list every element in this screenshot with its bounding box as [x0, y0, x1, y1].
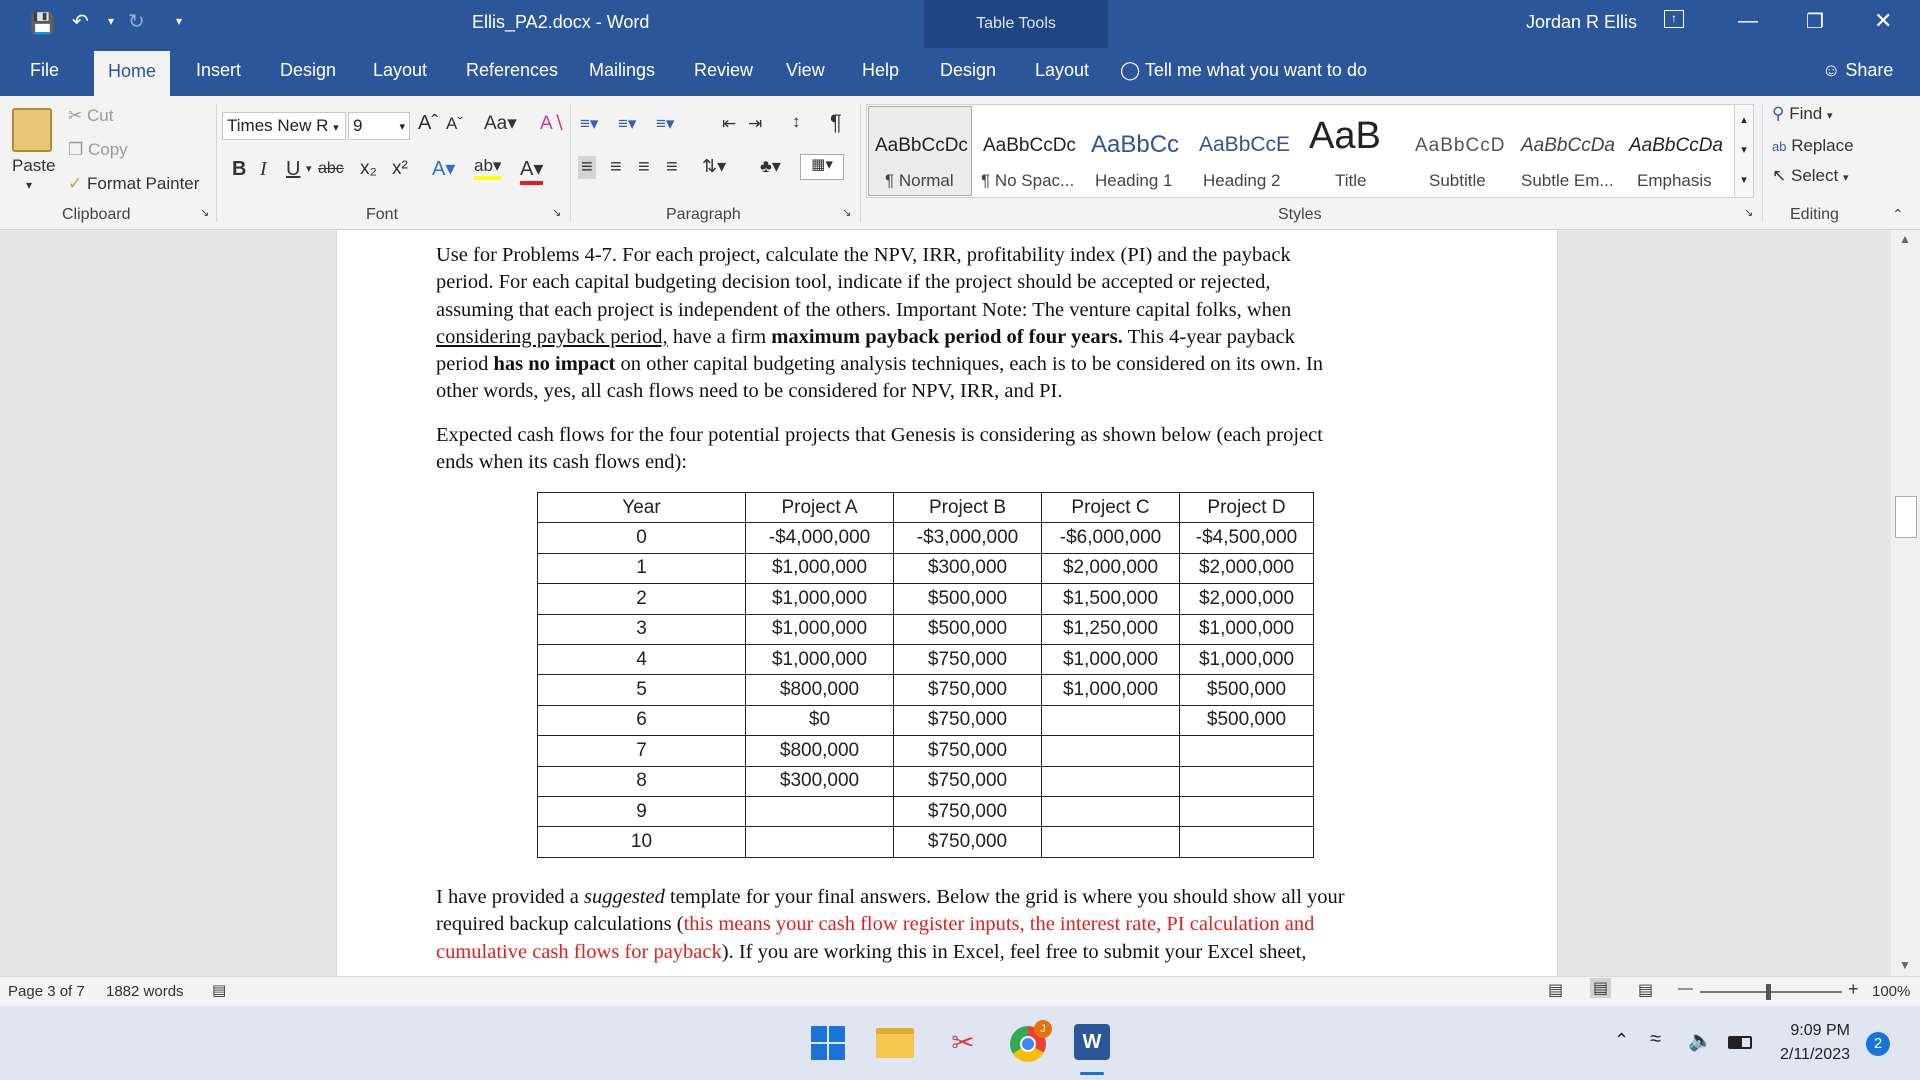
paragraph-expected-cash-flows[interactable]	[436, 422, 1396, 477]
cash-flow-cell[interactable]: $1,000,000	[1180, 614, 1314, 644]
tab-layout[interactable]: Layout	[373, 60, 428, 80]
cash-flow-cell[interactable]	[1042, 736, 1180, 766]
select-label: Select	[1790, 166, 1839, 185]
font-group-label: Font	[366, 206, 399, 223]
separator	[860, 104, 861, 222]
notification-badge[interactable]: 2	[1866, 1032, 1890, 1056]
replace-icon: ab	[1772, 139, 1787, 154]
clock-date[interactable]: 2/11/2023	[1780, 1046, 1850, 1063]
battery-icon[interactable]	[1728, 1036, 1752, 1049]
select-button[interactable]	[1772, 166, 1849, 186]
paragraph-group-label: Paragraph	[666, 206, 741, 223]
chevron-down-icon: ▾	[1842, 172, 1849, 184]
user-name[interactable]: Jordan R Ellis	[1526, 12, 1638, 32]
cash-flow-cell[interactable]: $2,000,000	[1042, 553, 1180, 583]
show-formatting-icon[interactable]: ¶	[830, 110, 842, 135]
align-center-icon[interactable]: ≡	[610, 156, 622, 178]
tab-insert[interactable]: Insert	[196, 60, 242, 80]
share-button[interactable]	[1822, 60, 1893, 81]
paragraph-launcher-icon[interactable]: ↘	[842, 207, 852, 219]
text-line: assuming that each project is independent of the others. Important Note: The venture capital folks, when	[436, 298, 1292, 321]
numbering-icon[interactable]: ≡▾	[618, 114, 637, 133]
font-color-icon[interactable]: A▾	[520, 156, 543, 185]
cash-flow-cell[interactable]	[1180, 736, 1314, 766]
more-styles-icon[interactable]: ▾	[1741, 174, 1747, 186]
text-line: Use for Problems 4-7. For each project, calculate the NPV, IRR, profitability index (PI) and the payback	[436, 244, 1291, 266]
page-count[interactable]: Page 3 of 7	[8, 983, 85, 1000]
underline-dropdown-icon[interactable]: ▾	[306, 163, 312, 175]
read-mode-icon[interactable]: ▤	[1548, 982, 1564, 999]
cash-flow-cell[interactable]: $2,000,000	[1180, 553, 1314, 583]
paragraph-instructions[interactable]	[436, 242, 1396, 406]
font-size-box[interactable]	[348, 112, 410, 140]
styles-group-label: Styles	[1278, 206, 1322, 223]
cash-flow-cell[interactable]: $1,000,000	[746, 584, 894, 614]
table-header-row	[538, 493, 1314, 523]
text-line	[436, 884, 1416, 911]
borders-icon[interactable]: ▦▾	[800, 154, 844, 180]
text-run: on other capital budgeting analysis techniques, each is to be considered on its own. In	[615, 353, 1324, 376]
tab-mailings[interactable]: Mailings	[589, 60, 656, 80]
bold-text: has no impact	[493, 353, 616, 376]
zoom-slider[interactable]	[1700, 991, 1842, 993]
cash-flow-cell[interactable]: $1,000,000	[1042, 644, 1180, 674]
text-effects-icon[interactable]: A▾	[432, 158, 456, 180]
style-emphasis-label[interactable]: Emphasis	[1637, 171, 1712, 190]
clear-formatting-icon[interactable]: A∖	[540, 113, 565, 134]
cash-flow-cell[interactable]: $500,000	[894, 584, 1042, 614]
undo-icon[interactable]: ↶	[72, 11, 89, 33]
year-cell[interactable]: 7	[538, 736, 746, 766]
minimize-icon[interactable]: —	[1738, 10, 1758, 32]
clipboard-group-label: Clipboard	[62, 206, 131, 223]
cash-flow-cell[interactable]: $1,000,000	[746, 614, 894, 644]
text-run: ). If you are working this in Excel, feel free to submit your Excel sheet,	[721, 940, 1307, 963]
bold-text: maximum payback period of four years.	[771, 325, 1123, 348]
windows-start-icon[interactable]	[811, 1026, 845, 1060]
sort-icon[interactable]: ↕	[792, 112, 801, 131]
style-normal-sample[interactable]: AaBbCcDc	[875, 135, 968, 156]
cash-flow-cell[interactable]: $1,000,000	[746, 644, 894, 674]
table-row	[538, 705, 1314, 735]
change-case-button[interactable]: Aa▾	[484, 113, 517, 134]
zoom-in-icon[interactable]: +	[1848, 979, 1859, 999]
cash-flow-cell[interactable]: -$3,000,000	[894, 523, 1042, 553]
copy-button[interactable]	[68, 140, 128, 160]
text-line	[436, 324, 1396, 351]
cash-flow-cell[interactable]: $300,000	[894, 553, 1042, 583]
wifi-icon[interactable]: ≈	[1650, 1028, 1661, 1050]
superscript-button[interactable]: x²	[392, 158, 408, 179]
table-row	[538, 675, 1314, 705]
tab-file[interactable]: File	[30, 60, 60, 80]
text-line: other words, yes, all cash flows need to be considered for NPV, IRR, and PI.	[436, 380, 1063, 403]
tab-table-layout[interactable]: Layout	[1035, 60, 1090, 80]
table-row	[538, 553, 1314, 583]
chrome-icon[interactable]	[1010, 1023, 1046, 1062]
cash-flow-cell[interactable]: $750,000	[894, 766, 1042, 796]
cash-flow-cell[interactable]: $1,000,000	[1180, 644, 1314, 674]
style-title-label[interactable]: Title	[1335, 171, 1367, 190]
table-row	[538, 827, 1314, 857]
table-header-cell[interactable]: Project C	[1042, 493, 1180, 523]
status-bar	[0, 976, 1920, 1006]
style-heading2-sample[interactable]: AaBbCcE	[1199, 133, 1291, 156]
text-line: period. For each capital budgeting decision tool, indicate if the project should be accepted or rejected,	[436, 271, 1271, 294]
snipping-tool-icon[interactable]: ✂	[951, 1027, 975, 1058]
cash-flow-cell[interactable]	[746, 827, 894, 857]
show-hidden-icons-icon[interactable]: ⌃	[1614, 1030, 1630, 1050]
zoom-out-icon[interactable]: —	[1678, 980, 1693, 997]
search-icon: ⚲	[1772, 104, 1785, 123]
active-app-indicator	[1080, 1072, 1104, 1075]
year-cell[interactable]: 6	[538, 705, 746, 735]
save-icon[interactable]: 💾	[30, 13, 55, 35]
styles-launcher-icon[interactable]: ↘	[1744, 207, 1754, 219]
customize-toolbar-icon[interactable]: ▾	[176, 14, 183, 28]
style-heading2-label[interactable]: Heading 2	[1203, 171, 1281, 190]
cash-flow-cell[interactable]	[1180, 766, 1314, 796]
table-row	[538, 736, 1314, 766]
table-header-cell[interactable]: Project A	[746, 493, 894, 523]
cash-flow-cell[interactable]: $750,000	[894, 796, 1042, 826]
table-header-cell[interactable]: Year	[538, 493, 746, 523]
text-run: have a firm	[667, 325, 772, 348]
cash-flow-cell[interactable]: -$4,500,000	[1180, 523, 1314, 553]
increase-indent-icon[interactable]: ⇥	[748, 114, 763, 133]
shading-icon[interactable]: ♣▾	[760, 156, 781, 176]
cash-flow-cell[interactable]: $1,000,000	[1042, 675, 1180, 705]
separator	[216, 104, 217, 222]
italic-button[interactable]: I	[260, 158, 267, 180]
subscript-button[interactable]: x₂	[360, 158, 377, 179]
cash-flow-cell[interactable]: $750,000	[894, 705, 1042, 735]
proofing-icon[interactable]: ▤	[212, 982, 227, 999]
style-subtitle-label[interactable]: Subtitle	[1429, 171, 1486, 190]
underlined-text: considering payback period,	[436, 325, 668, 348]
font-launcher-icon[interactable]: ↘	[552, 207, 562, 219]
chevron-down-icon: ▾	[399, 121, 405, 133]
tab-references[interactable]: References	[466, 60, 559, 80]
highlight-color-icon[interactable]: ab▾	[474, 156, 501, 180]
find-label: Find	[1789, 104, 1823, 123]
replace-button[interactable]	[1772, 136, 1854, 156]
tab-design[interactable]: Design	[280, 60, 337, 80]
year-cell[interactable]: 1	[538, 553, 746, 583]
scroll-down-icon[interactable]: ▼	[1899, 958, 1911, 972]
file-explorer-icon[interactable]	[876, 1028, 914, 1058]
chevron-down-icon[interactable]: ▾	[1741, 144, 1747, 156]
align-left-icon[interactable]: ≡	[578, 156, 596, 179]
text-run: This 4-year payback	[1122, 325, 1295, 348]
font-name-box[interactable]	[222, 112, 346, 140]
text-line: Expected cash flows for the four potential projects that Genesis is considering as shown below (each project	[436, 424, 1323, 446]
cash-flow-table[interactable]	[537, 492, 1314, 858]
justify-icon[interactable]: ≡	[666, 156, 678, 178]
italic-text: suggested	[584, 886, 665, 908]
red-text: cumulative cash flows for payback	[436, 940, 722, 963]
redo-icon[interactable]: ↻	[128, 11, 145, 33]
year-cell[interactable]: 2	[538, 584, 746, 614]
replace-label: Replace	[1791, 136, 1854, 155]
separator	[570, 104, 571, 222]
table-row	[538, 644, 1314, 674]
text-run: template for your final answers. Below the grid is where you should show all your	[664, 886, 1345, 908]
cash-flow-cell[interactable]	[1042, 827, 1180, 857]
strikethrough-button[interactable]: abc	[318, 160, 344, 177]
cut-label: Cut	[86, 106, 114, 125]
scroll-thumb[interactable]	[1895, 496, 1917, 538]
cash-flow-cell[interactable]	[1042, 796, 1180, 826]
copy-label: Copy	[87, 140, 128, 159]
text-line: ends when its cash flows end):	[436, 451, 688, 474]
style-subtle-emphasis-sample[interactable]: AaBbCcDa	[1521, 135, 1615, 156]
tab-review[interactable]: Review	[694, 60, 754, 80]
paragraph-template-note[interactable]	[436, 884, 1416, 966]
table-row	[538, 614, 1314, 644]
styles-gallery	[866, 104, 1754, 198]
undo-dropdown-icon[interactable]: ▾	[108, 14, 115, 28]
word-count[interactable]: 1882 words	[106, 983, 184, 1000]
text-line	[436, 351, 1396, 378]
cash-flow-cell[interactable]: $800,000	[746, 736, 894, 766]
text-run: I have provided a	[436, 886, 584, 908]
taskbar	[0, 1006, 1920, 1080]
cut-button[interactable]	[68, 106, 113, 126]
cash-flow-cell[interactable]: $1,250,000	[1042, 614, 1180, 644]
change-case-label: Aa	[484, 113, 508, 134]
red-text: this means your cash flow register inputs, the interest rate, PI calculation and	[683, 913, 1315, 936]
cash-flow-cell[interactable]: -$6,000,000	[1042, 523, 1180, 553]
year-cell[interactable]: 8	[538, 766, 746, 796]
scroll-up-icon[interactable]: ▲	[1899, 232, 1911, 246]
cash-flow-cell[interactable]	[1180, 827, 1314, 857]
table-header-cell[interactable]: Project D	[1180, 493, 1314, 523]
editing-group-label: Editing	[1790, 206, 1839, 223]
print-layout-icon[interactable]: ▤	[1590, 978, 1611, 998]
separator	[1762, 104, 1763, 222]
tell-me-text: Tell me what you want to do	[1144, 60, 1367, 80]
cash-flow-cell[interactable]	[1042, 705, 1180, 735]
style-normal-label[interactable]: ¶ Normal	[885, 171, 954, 190]
style-heading1-sample[interactable]: AaBbCc	[1091, 131, 1180, 158]
cash-flow-cell[interactable]: $750,000	[894, 827, 1042, 857]
word-app-icon[interactable]: W	[1074, 1024, 1110, 1060]
format-painter-button[interactable]	[68, 174, 199, 194]
ribbon-tabs	[0, 48, 1920, 96]
cash-flow-cell[interactable]: $500,000	[894, 614, 1042, 644]
table-row	[538, 584, 1314, 614]
zoom-level[interactable]: 100%	[1872, 983, 1911, 1000]
text-line	[436, 939, 1416, 966]
cash-flow-cell[interactable]: -$4,000,000	[746, 523, 894, 553]
person-icon: ☺	[1822, 60, 1841, 80]
zoom-slider-thumb[interactable]	[1766, 984, 1771, 1000]
cash-flow-cell[interactable]: $300,000	[746, 766, 894, 796]
decrease-indent-icon[interactable]: ⇤	[722, 114, 737, 133]
year-cell[interactable]: 3	[538, 614, 746, 644]
cash-flow-cell[interactable]: $500,000	[1180, 675, 1314, 705]
tab-help[interactable]: Help	[862, 60, 900, 80]
volume-icon[interactable]: 🔈	[1688, 1030, 1713, 1052]
shrink-font-icon[interactable]: Aˇ	[446, 114, 463, 133]
cash-flow-cell[interactable]	[1180, 796, 1314, 826]
chevron-down-icon: ▾	[333, 122, 339, 134]
tell-me-box[interactable]	[1120, 60, 1367, 81]
cash-flow-cell[interactable]: $800,000	[746, 675, 894, 705]
underline-button[interactable]: U	[286, 158, 301, 180]
table-row	[538, 796, 1314, 826]
bullets-icon[interactable]: ≡▾	[580, 114, 599, 133]
window-title: Ellis_PA2.docx - Word	[472, 12, 650, 32]
line-spacing-icon[interactable]: ⇅▾	[702, 156, 727, 176]
text-run: required backup calculations (	[436, 913, 684, 936]
style-heading1-label[interactable]: Heading 1	[1095, 171, 1173, 190]
year-cell[interactable]: 4	[538, 644, 746, 674]
close-icon[interactable]: ✕	[1874, 8, 1893, 33]
table-header-cell[interactable]: Project B	[894, 493, 1042, 523]
paste-button[interactable]: Paste	[12, 156, 56, 175]
cash-flow-cell[interactable]: $1,000,000	[746, 553, 894, 583]
chevron-up-icon[interactable]: ▴	[1741, 114, 1747, 126]
text-line	[436, 911, 1416, 938]
vertical-scrollbar[interactable]	[1891, 230, 1920, 976]
align-right-icon[interactable]: ≡	[638, 156, 650, 178]
styles-scroll[interactable]	[1734, 104, 1754, 198]
ribbon	[0, 96, 1920, 230]
lightbulb-icon: ◯	[1120, 60, 1141, 80]
cash-flow-cell[interactable]: $750,000	[894, 644, 1042, 674]
style-subtle-emphasis-label[interactable]: Subtle Em...	[1521, 171, 1614, 190]
title-bar	[0, 0, 1920, 48]
year-cell[interactable]: 9	[538, 796, 746, 826]
paintbrush-icon: ✓	[68, 174, 83, 193]
multilevel-list-icon[interactable]: ≡▾	[656, 114, 675, 133]
ribbon-display-options-icon[interactable]: ↑	[1664, 10, 1684, 28]
paste-dropdown-icon[interactable]: ▾	[26, 178, 33, 192]
web-layout-icon[interactable]: ▤	[1638, 982, 1654, 999]
paste-icon[interactable]	[12, 108, 52, 152]
collapse-ribbon-icon[interactable]: ⌃	[1892, 206, 1904, 222]
cash-flow-cell[interactable]: $500,000	[1180, 705, 1314, 735]
clipboard-launcher-icon[interactable]: ↘	[200, 207, 210, 219]
cash-flow-cell[interactable]: $750,000	[894, 736, 1042, 766]
style-subtitle-sample[interactable]: AaBbCcD	[1415, 135, 1506, 156]
style-title-sample[interactable]: AaB	[1309, 115, 1381, 157]
table-tools-label: Table Tools	[924, 0, 1108, 48]
font-name-value: Times New R	[227, 116, 329, 135]
find-button[interactable]	[1772, 104, 1833, 124]
cash-flow-cell[interactable]: $1,500,000	[1042, 584, 1180, 614]
style-emphasis-sample[interactable]: AaBbCcDa	[1629, 135, 1723, 156]
year-cell[interactable]: 0	[538, 523, 746, 553]
chevron-down-icon: ▾	[1827, 110, 1833, 122]
share-label: Share	[1845, 60, 1894, 80]
table-row	[538, 523, 1314, 553]
tab-table-design[interactable]: Design	[940, 60, 997, 80]
cash-flow-cell[interactable]	[746, 796, 894, 826]
chrome-profile-badge: J	[1034, 1020, 1052, 1038]
tab-home[interactable]: Home	[94, 51, 170, 96]
scissors-icon: ✂	[68, 106, 83, 125]
text-run: period	[436, 353, 494, 376]
cash-flow-cell[interactable]: $0	[746, 705, 894, 735]
font-size-value: 9	[353, 116, 363, 135]
cash-flow-cell[interactable]: $750,000	[894, 675, 1042, 705]
copy-icon: ❐	[68, 140, 84, 159]
year-cell[interactable]: 5	[538, 675, 746, 705]
cash-flow-cell[interactable]: $2,000,000	[1180, 584, 1314, 614]
cash-flow-cell[interactable]	[1042, 766, 1180, 796]
year-cell[interactable]: 10	[538, 827, 746, 857]
format-painter-label: Format Painter	[86, 174, 200, 193]
style-no-spacing-label[interactable]: ¶ No Spac...	[981, 171, 1075, 190]
table-row	[538, 766, 1314, 796]
tab-view[interactable]: View	[786, 60, 825, 80]
restore-icon[interactable]: ❐	[1806, 11, 1824, 33]
clock-time[interactable]: 9:09 PM	[1790, 1022, 1850, 1039]
grow-font-icon[interactable]: Aˆ	[418, 112, 438, 134]
cursor-icon: ↖	[1772, 166, 1787, 185]
bold-button[interactable]: B	[232, 158, 247, 180]
style-no-spacing-sample[interactable]: AaBbCcDc	[983, 135, 1076, 156]
